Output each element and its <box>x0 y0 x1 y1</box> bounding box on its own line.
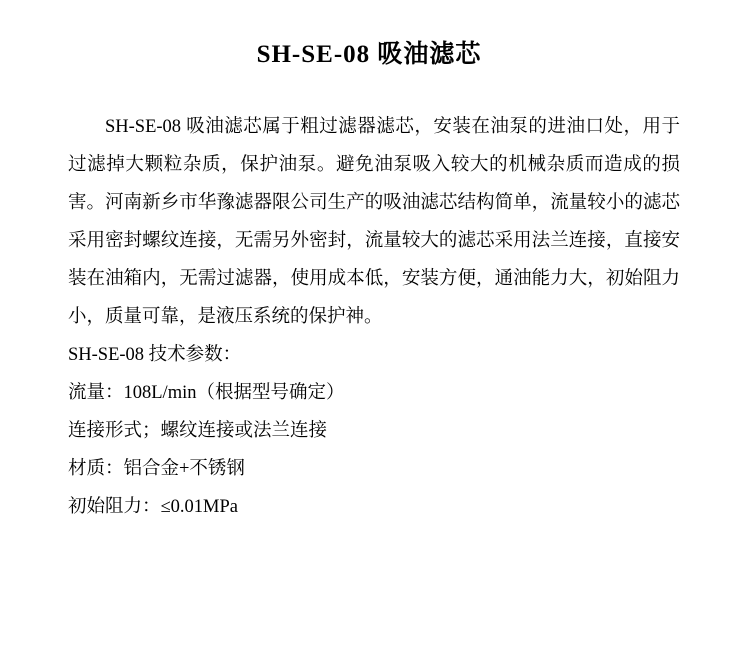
list-item: 初始阻力：≤0.01MPa <box>68 497 238 517</box>
intro-paragraph: SH-SE-08 吸油滤芯属于粗过滤器滤芯，安装在油泵的进油口处，用于过滤掉大颗粒杂质，保护油泵。避免油泵吸入较大的机械杂质而造成的损害。河南新乡市华豫滤器限公司生产的吸油滤芯结构简单，流量较小的滤芯采用密封螺纹连接，无需另外密封，流量较大的滤芯采用法兰连接，直接安装在油箱内，无需过滤器，使用成本低，安装方便，通油能力大，初始阻力小，质量可靠，是液压系统的保护神。 <box>68 117 680 327</box>
list-item: 材质：铝合金+不锈钢 <box>68 459 245 479</box>
spec-heading: SH-SE-08 技术参数： <box>68 345 242 365</box>
page-title: SH-SE-08 吸油滤芯 <box>256 41 482 68</box>
spec-list <box>68 374 680 526</box>
list-item: 流量：108L/min（根据型号确定） <box>68 383 345 403</box>
document-body <box>0 70 738 526</box>
list-item: 连接形式；螺纹连接或法兰连接 <box>68 421 328 441</box>
